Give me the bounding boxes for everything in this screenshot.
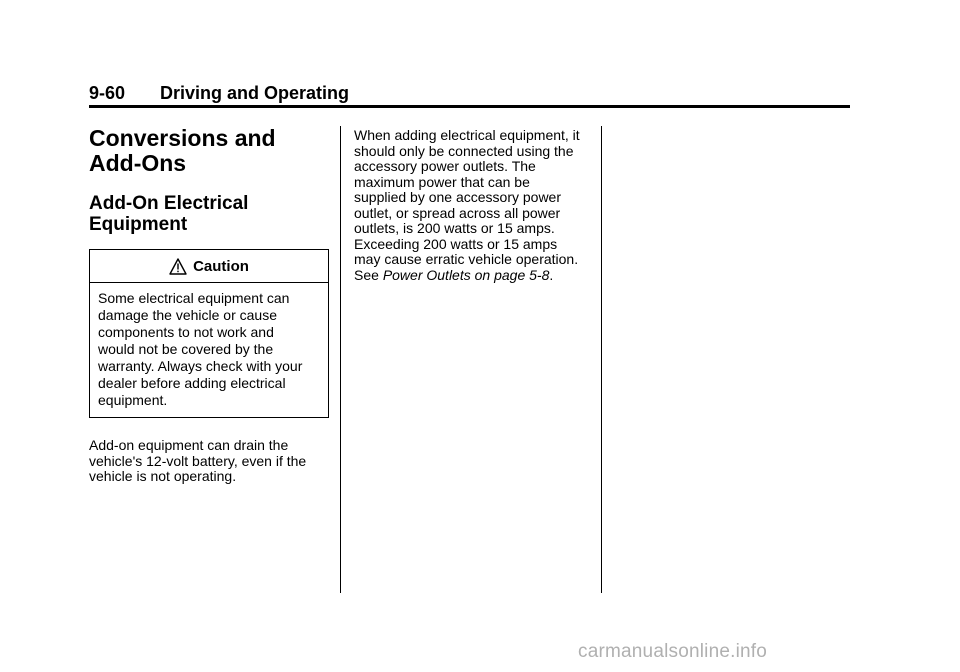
page-header <box>89 82 850 108</box>
caution-box <box>89 249 329 418</box>
body-paragraph: Add-on equipment can drain the vehicle's 12-volt battery, even if the vehicle is not operating. <box>89 437 307 484</box>
section-title: Driving and Operating <box>160 83 350 103</box>
right-column: When adding electrical equipment, it should only be connected using the accessory power outlets. The maximum power that can be supplied by one accessory power outlet, or spread across all power outlets, is 200 watts or 15 amps. Exceeding 200 watts or 15 amps may cause erratic vehicle operation. See Power Outlets on page 5-8. <box>354 128 598 283</box>
page-title: Conversions and Add-Ons <box>89 125 276 176</box>
caution-label: Caution <box>193 257 249 275</box>
watermark: carmanualsonline.info <box>578 641 768 662</box>
page-number: 9-60 <box>89 83 126 103</box>
cross-reference-link[interactable]: Power Outlets on page 5-8 <box>382 266 550 283</box>
cross-reference: See Power Outlets on page 5-8. <box>354 266 554 283</box>
caution-header <box>90 250 328 283</box>
left-column <box>89 126 331 485</box>
column-divider <box>340 126 341 593</box>
caution-text: Some electrical equipment can damage the vehicle or cause components to not work and would not be covered by the warranty. Always check with your dealer before adding electrical equipment. <box>98 290 303 408</box>
column-divider <box>601 126 602 593</box>
warning-triangle-icon <box>169 258 187 275</box>
subheading: Add-On Electrical Equipment <box>89 193 249 235</box>
